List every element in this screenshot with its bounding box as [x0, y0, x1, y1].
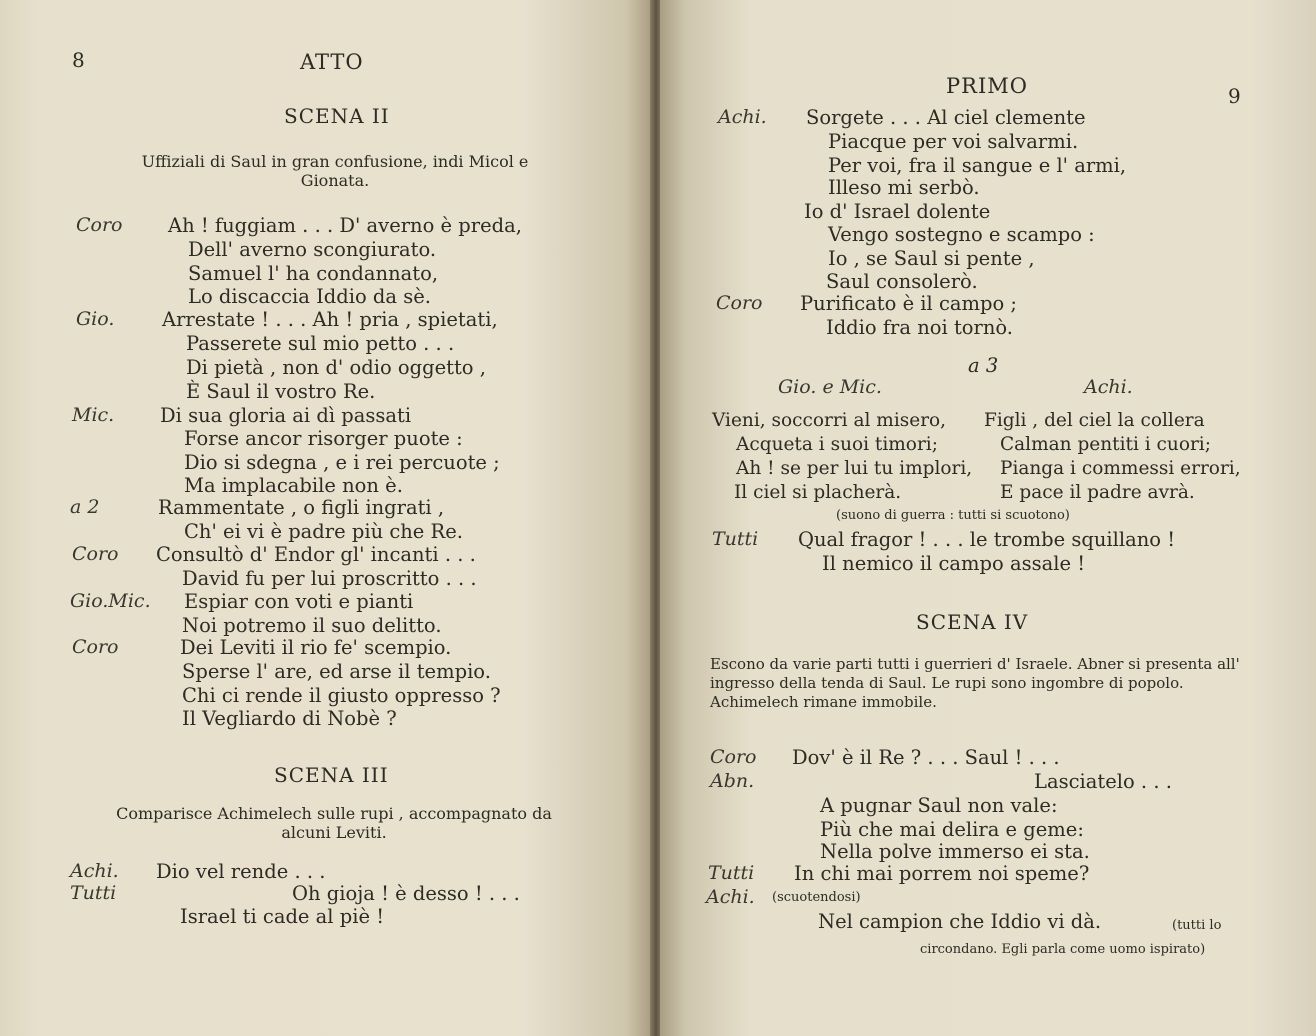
verse-line: Arrestate ! . . . Ah ! pria , spietati,	[162, 308, 498, 331]
speaker-label: a 2	[70, 496, 100, 518]
scene-iii-stage-direction: Comparisce Achimelech sulle rupi , accompagnato da alcuni Leviti.	[116, 804, 552, 842]
stage-direction: (tutti lo circondano. Egli parla come uomo ispirato)	[920, 918, 1222, 957]
verse-line: Il Vegliardo di Nobè ?	[182, 707, 397, 730]
verse-line: Iddio fra noi tornò.	[826, 316, 1013, 339]
verse-line: Lasciatelo . . .	[1034, 770, 1172, 793]
verse-line: Sperse l' are, ed arse il tempio.	[182, 660, 491, 683]
scene-iv-stage-direction: Escono da varie parti tutti i guerrieri d' Israele. Abner si presenta all' ingresso della tenda di Saul. Le rupi sono ingombre di popolo. Achimelech rimane immobile.	[710, 655, 1240, 711]
speaker-label: Gio.Mic.	[70, 590, 151, 612]
verse-line: Vieni, soccorri al misero,	[712, 410, 947, 431]
left-page	[0, 0, 652, 1036]
verse-line: Chi ci rende il giusto oppresso ?	[182, 684, 501, 707]
verse-line: Dei Leviti il rio fe' scempio.	[180, 636, 452, 659]
verse-line: Nella polve immerso ei sta.	[820, 840, 1090, 863]
speaker-label: Abn.	[710, 770, 755, 792]
speaker-label: Gio. e Mic.	[778, 376, 882, 398]
verse-line: Figli , del ciel la collera	[984, 410, 1205, 431]
verse-line: E pace il padre avrà.	[1000, 482, 1195, 503]
verse-line: Rammentate , o figli ingrati ,	[158, 496, 445, 519]
scene-iii-title: SCENA III	[274, 763, 389, 787]
running-head: ATTO	[300, 50, 364, 74]
page-number: 8	[72, 48, 85, 72]
verse-line: Qual fragor ! . . . le trombe squillano !	[798, 528, 1176, 551]
right-page	[660, 0, 1316, 1036]
verse-line: Ch' ei vi è padre più che Re.	[184, 520, 463, 543]
speaker-label: Achi.	[70, 860, 119, 882]
verse-line: Più che mai delira e geme:	[820, 818, 1084, 841]
stage-direction: (scuotendosi)	[772, 890, 861, 905]
speaker-label: Achi.	[1084, 376, 1133, 398]
speaker-label: Coro	[72, 636, 119, 658]
verse-line: Ah ! fuggiam . . . D' averno è preda,	[168, 214, 522, 237]
speaker-label: Mic.	[72, 404, 115, 426]
verse-line: Io , se Saul si pente ,	[828, 247, 1035, 270]
speaker-label: Coro	[72, 543, 119, 565]
verse-line: Consultò d' Endor gl' incanti . . .	[156, 543, 476, 566]
verse-line: Di sua gloria ai dì passati	[160, 404, 412, 427]
verse-line: Illeso mi serbò.	[828, 176, 980, 199]
verse-line: Saul consolerò.	[826, 270, 978, 293]
verse-line: Passerete sul mio petto . . .	[186, 332, 455, 355]
speaker-label: Tutti	[712, 528, 759, 550]
verse-line: Oh gioja ! è desso ! . . .	[292, 882, 520, 905]
speaker-label: Gio.	[76, 308, 115, 330]
verse-line: In chi mai porrem noi speme?	[794, 862, 1090, 885]
verse-line: Espiar con voti e pianti	[184, 590, 414, 613]
speaker-label: Tutti	[708, 862, 755, 884]
verse-line: Vengo sostegno e scampo :	[828, 223, 1095, 246]
verse-line: Nel campion che Iddio vi dà.	[818, 910, 1102, 933]
verse-line: Dio si sdegna , e i rei percuote ;	[184, 451, 500, 474]
verse-line: Dio vel rende . . .	[156, 860, 326, 883]
speaker-label: Coro	[76, 214, 123, 236]
speaker-label: Tutti	[70, 882, 117, 904]
verse-line: Forse ancor risorger puote :	[184, 427, 463, 450]
verse-line: Dov' è il Re ? . . . Saul ! . . .	[792, 746, 1060, 769]
verse-line: Pianga i commessi errori,	[1000, 458, 1241, 479]
verse-line: Acqueta i suoi timori;	[736, 434, 938, 455]
speaker-label: Achi.	[706, 886, 755, 908]
speaker-label: Coro	[710, 746, 757, 768]
verse-line: Lo discaccia Iddio da sè.	[188, 285, 431, 308]
verse-line: Samuel l' ha condannato,	[188, 262, 439, 285]
verse-line: Israel ti cade al piè !	[180, 905, 385, 928]
verse-line: Ah ! se per lui tu implori,	[736, 458, 973, 479]
page-number: 9	[1228, 84, 1241, 108]
verse-line: Dell' averno scongiurato.	[188, 238, 437, 261]
verse-line: Noi potremo il suo delitto.	[182, 614, 442, 637]
stage-direction: (suono di guerra : tutti si scuotono)	[836, 508, 1070, 523]
verse-line: Il ciel si placherà.	[734, 482, 902, 503]
verse-line: Piacque per voi salvarmi.	[828, 130, 1079, 153]
verse-line: Calman pentiti i cuori;	[1000, 434, 1211, 455]
verse-line: Ma implacabile non è.	[184, 474, 403, 497]
verse-line: Per voi, fra il sangue e l' armi,	[828, 154, 1127, 177]
verse-line: Sorgete . . . Al ciel clemente	[806, 106, 1086, 129]
verse-line: A pugnar Saul non vale:	[820, 794, 1058, 817]
verse-line: Io d' Israel dolente	[804, 200, 991, 223]
verse-line: È Saul il vostro Re.	[186, 380, 376, 403]
scene-ii-stage-direction: Uffiziali di Saul in gran confusione, indi Micol e Gionata.	[141, 152, 529, 190]
verse-line: Purificato è il campo ;	[800, 292, 1018, 315]
scene-iv-title: SCENA IV	[916, 610, 1029, 634]
scene-ii-title: SCENA II	[284, 104, 390, 128]
verse-line: David fu per lui proscritto . . .	[182, 567, 477, 590]
trio-label: a 3	[968, 354, 999, 377]
running-head: PRIMO	[946, 74, 1028, 98]
speaker-label: Achi.	[718, 106, 767, 128]
verse-line: Di pietà , non d' odio oggetto ,	[186, 356, 486, 379]
verse-line: Il nemico il campo assale !	[822, 552, 1086, 575]
speaker-label: Coro	[716, 292, 763, 314]
